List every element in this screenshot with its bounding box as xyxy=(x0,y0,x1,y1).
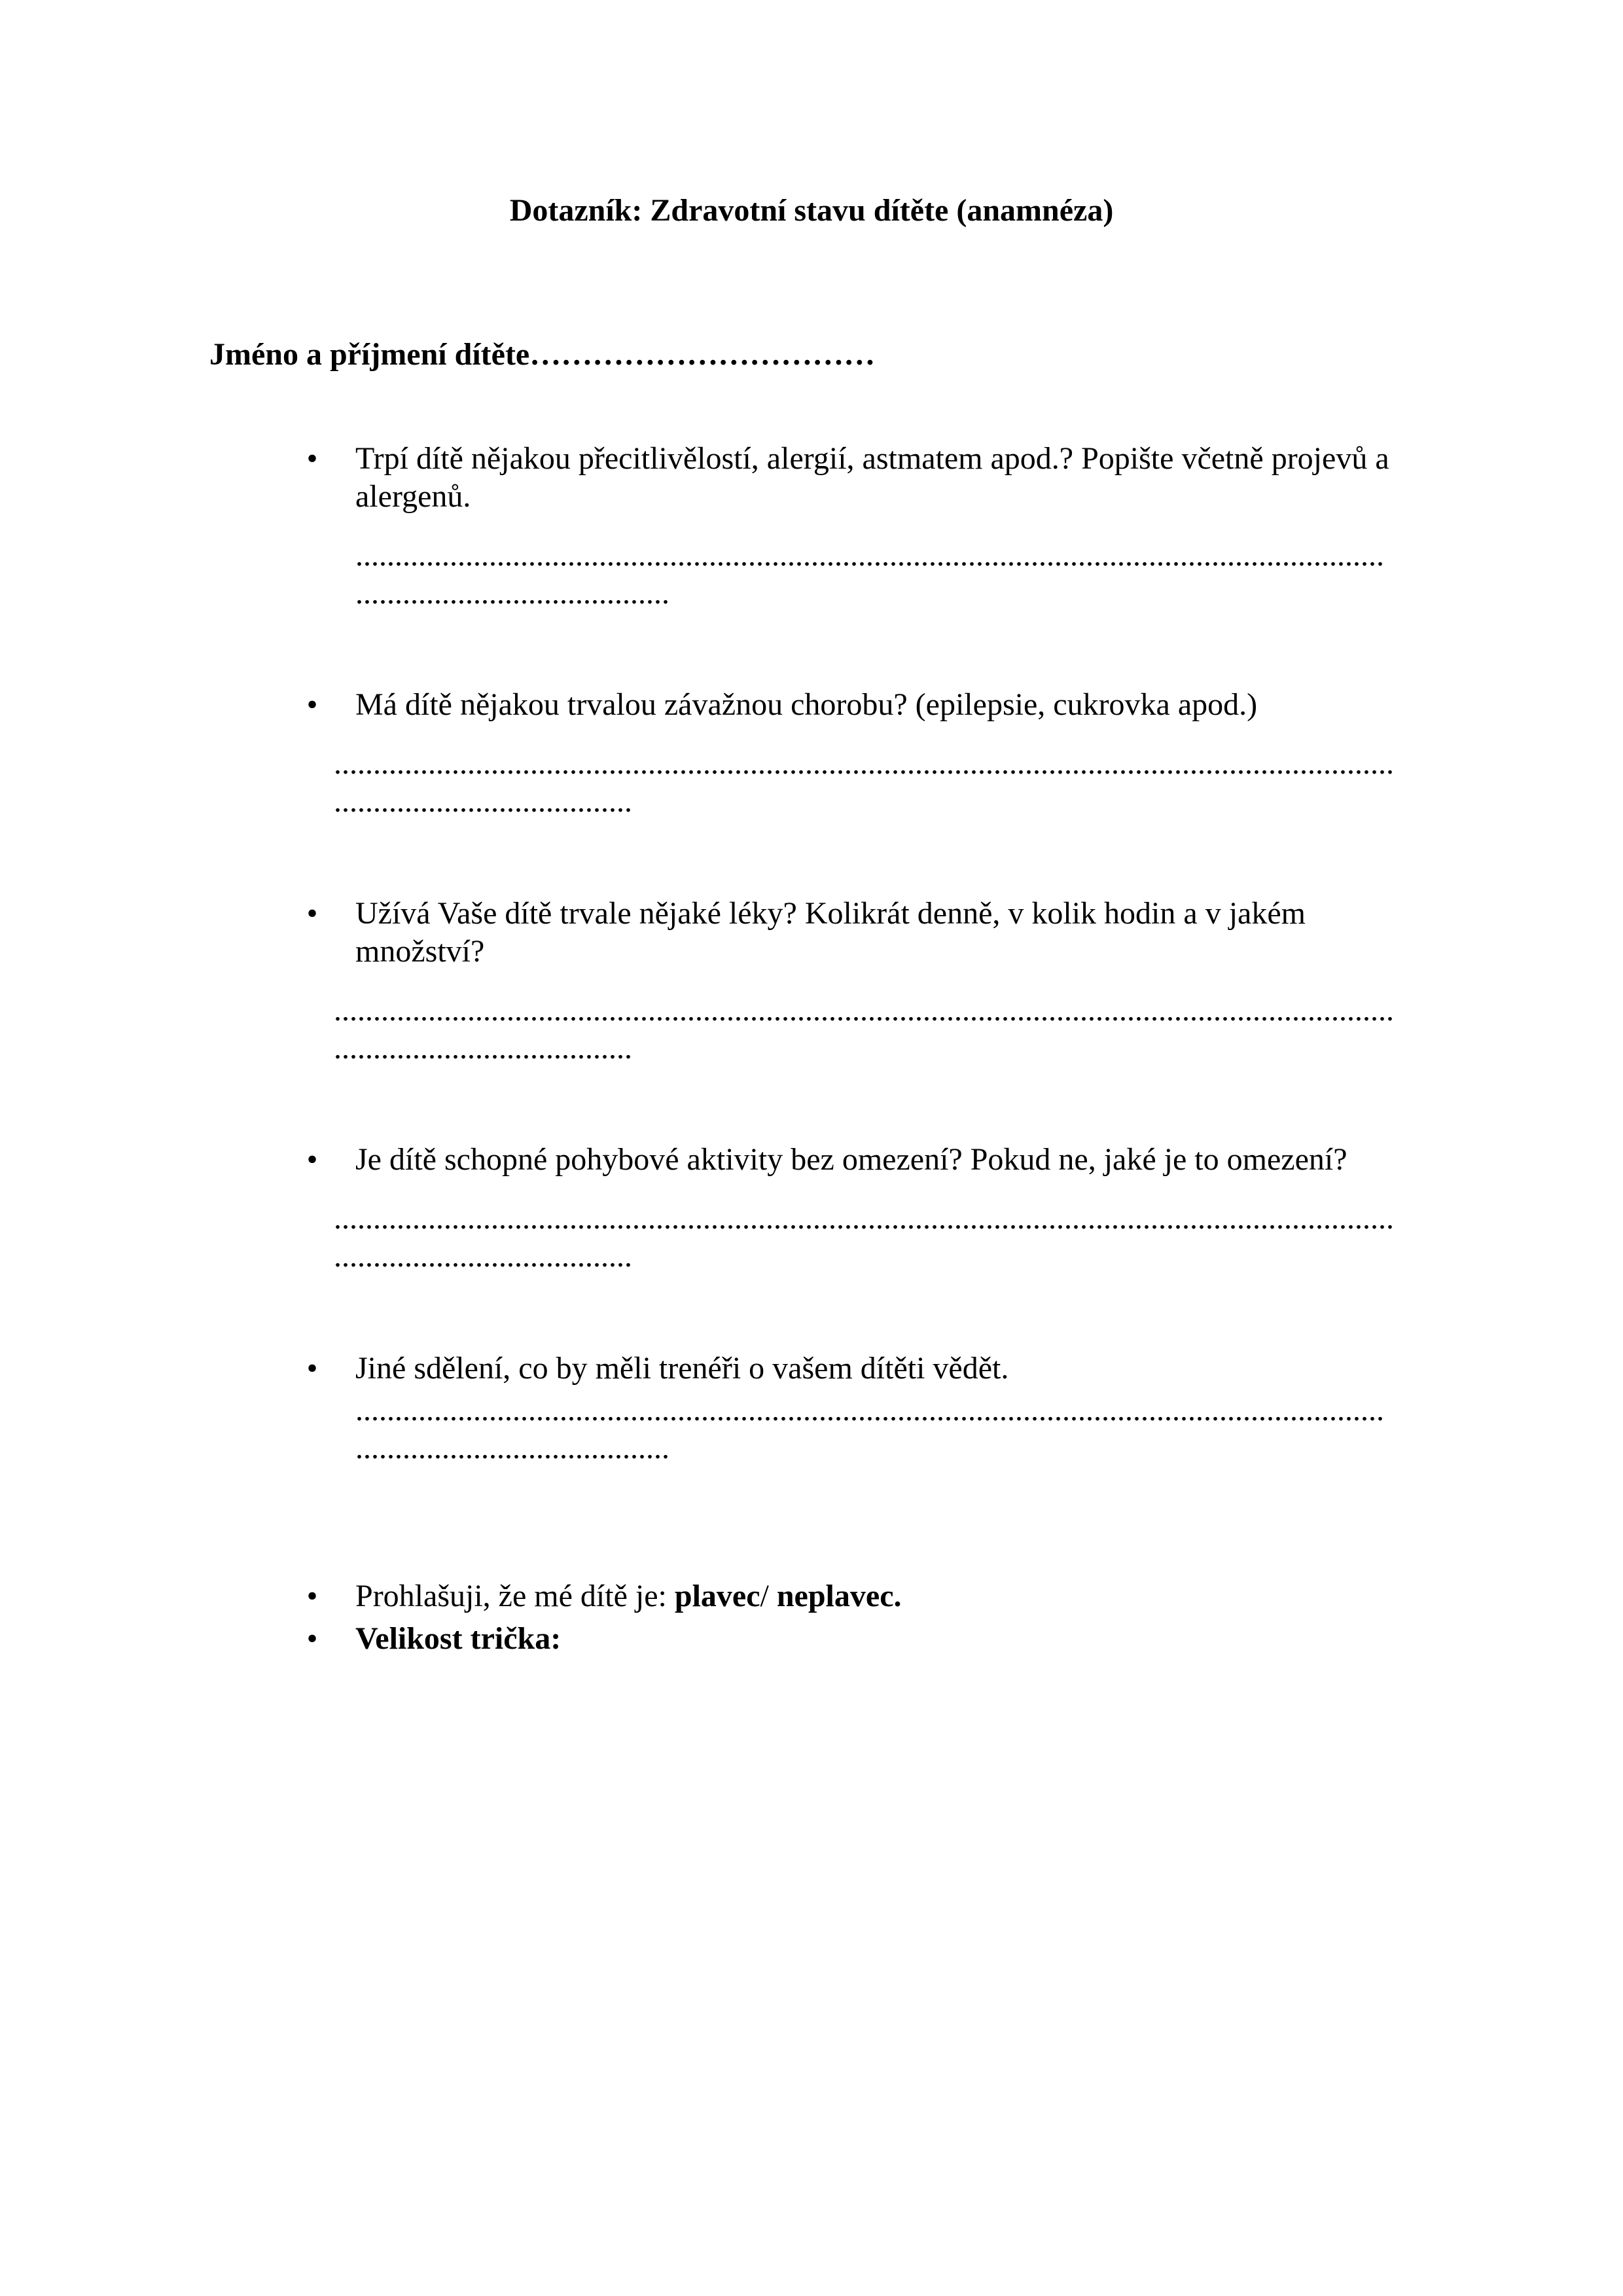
answer-line-allergies-2: ........................................ xyxy=(355,576,669,611)
question-other-info: Jiné sdělení, co by měli trenéři o vašem dítěti vědět. xyxy=(355,1351,1009,1386)
bullet-icon: • xyxy=(306,1142,318,1177)
child-name-label: Jméno a příjmení dítěte xyxy=(209,337,530,372)
bullet-icon: • xyxy=(306,441,318,476)
page-title: Dotazník: Zdravotní stavu dítěte (anamnéza) xyxy=(509,193,1114,228)
answer-line-physical-activity-2: ...................................... xyxy=(334,1239,632,1274)
option-separator: / xyxy=(760,1579,777,1613)
child-name-dots: …………………………… xyxy=(529,337,876,372)
bullet-icon: • xyxy=(306,687,318,722)
question-physical-activity: Je dítě schopné pohybové aktivity bez omezení? Pokud ne, jaké je to omezení? xyxy=(355,1142,1347,1177)
child-name-field xyxy=(209,335,875,374)
option-non-swimmer: neplavec. xyxy=(776,1579,902,1613)
swimmer-declaration xyxy=(355,1577,1442,1615)
bullet-icon: • xyxy=(306,1621,318,1656)
question-medication: Užívá Vaše dítě trvale nějaké léky? Kolikrát denně, v kolik hodin a v jakém množství? xyxy=(355,896,1306,969)
answer-line-medication-2: ...................................... xyxy=(334,1031,632,1066)
bullet-icon: • xyxy=(306,896,318,931)
answer-line-allergies-1: ................................................................................................................................... xyxy=(355,538,1384,573)
bullet-icon: • xyxy=(306,1351,318,1386)
answer-line-medication-1: ....................................................................................................................................... xyxy=(334,993,1394,1028)
answer-line-chronic-disease-2: ...................................... xyxy=(334,784,632,819)
question-chronic-disease: Má dítě nějakou trvalou závažnou chorobu? (epilepsie, cukrovka apod.) xyxy=(355,687,1258,722)
option-swimmer: plavec xyxy=(674,1579,760,1613)
answer-line-chronic-disease-1: ....................................................................................................................................... xyxy=(334,746,1394,781)
answer-line-physical-activity-1: ....................................................................................................................................... xyxy=(334,1201,1394,1236)
declaration-prefix: Prohlašuji, že mé dítě je: xyxy=(355,1579,675,1613)
shirt-size-label: Velikost trička: xyxy=(355,1621,562,1656)
bullet-icon: • xyxy=(306,1579,318,1613)
answer-line-other-info-1: ................................................................................................................................... xyxy=(355,1393,1384,1427)
answer-line-other-info-2: ........................................ xyxy=(355,1431,669,1465)
question-allergies: Trpí dítě nějakou přecitlivělostí, alergií, astmatem apod.? Popište včetně projevů a alergenů. xyxy=(355,441,1389,514)
